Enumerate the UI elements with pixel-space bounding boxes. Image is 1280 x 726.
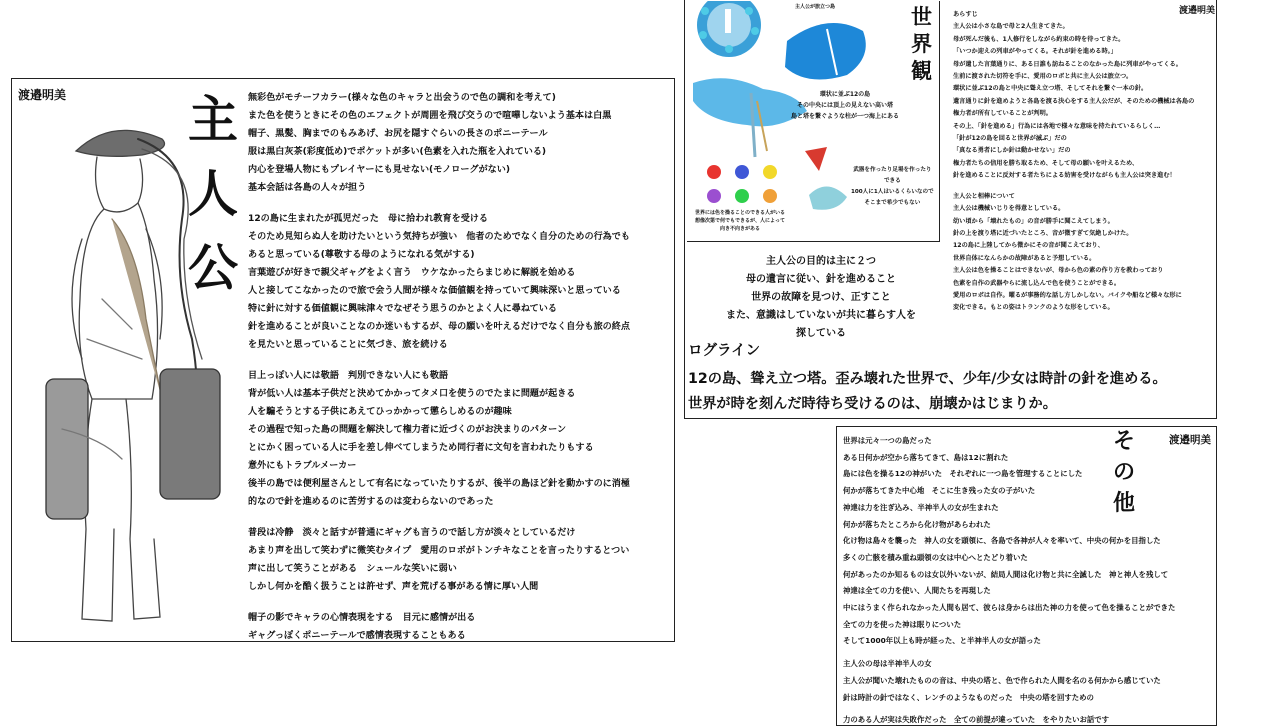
heading-char: 人 (188, 165, 238, 223)
note-line: 言葉遊びが好きで親父ギャグをよく言う ウケなかったらまじめに解説を始める (248, 268, 576, 278)
synopsis-line: 主人公と相棒について (953, 192, 1015, 200)
caption-islands (791, 89, 899, 122)
note-line: 何かが落ちてきた中心地 そこに生き残った女の子がいた (843, 486, 1036, 496)
synopsis-line: 権力者が所有していることが判明。 (953, 110, 1052, 118)
world-panel (684, 0, 1217, 419)
color-dot-red (707, 165, 721, 179)
color-dot-purple (707, 189, 721, 203)
protagonist-notes (248, 89, 630, 642)
note-line: 意外にもトラブルメーカー (248, 461, 357, 471)
note-line: 普段は冷静 淡々と話すが普通にギャグも言うので話し方が淡々としているだけ (248, 528, 576, 538)
note-line: また色を使うときにその色のエフェクトが周囲を飛び交うので喧嘩しないよう基本は白黒 (248, 111, 612, 121)
paragraph-gap (248, 197, 630, 210)
note-line: あると思っている(尊敬する母のようになれる気がする) (248, 250, 475, 260)
note-line: を見たいと思っていることに気づき、旅を続ける (248, 340, 448, 350)
note-line: ある日何かが空から落ちてきて、島は12に割れた (843, 452, 1009, 462)
heading-char: 界 (911, 32, 932, 56)
heading-char: 他 (1113, 491, 1136, 516)
note-line: 主人公の母は半神半人の女 (843, 659, 932, 669)
note-line: 12の島に生まれたが孤児だった 母に拾われ教育を受ける (248, 214, 488, 224)
note-line: 背が低い人は基本子供だと決めてかかってタメ口を使うのでたまに問題が起きる (248, 389, 576, 399)
synopsis-line: 針を進めることに反対する者たちによる妨害を受けながらも主人公は突き進む！ (953, 172, 1176, 180)
author-name: 渡邉明美 (1169, 434, 1211, 446)
synopsis-line: 「いつか迎えの列車がやってくる。それが針を進める時。」 (953, 48, 1117, 56)
synopsis-line: 世界自体になんらかの故障があると予想している。 (953, 254, 1096, 262)
synopsis-line: 12の島に上陸してから微かにその音が聞こえており、 (953, 242, 1104, 250)
goal-line: 探している (796, 328, 846, 339)
note-line: そのため見知らぬ人を助けたいという気持ちが強い 他者のためでなく自分のための行為でも (248, 232, 630, 242)
note-line: 世界は元々一つの島だった (843, 436, 932, 445)
synopsis-line: 幼い頃から「壊れたもの」の音が勝手に聞こえてしまう。 (953, 217, 1114, 225)
paragraph-gap (248, 354, 630, 367)
paragraph-gap (953, 183, 1194, 191)
note-line: ギャグっぽくポニーテールで感情表現することもある (248, 631, 466, 641)
note-line: その過程で知った島の問題を解決して権力者に近づくのがお決まりのパターン (248, 425, 567, 435)
paragraph-gap (248, 511, 630, 524)
caption-line: 想像次第で何でもできるが、人によって (695, 218, 786, 224)
note-line: 神達は全ての力を使い、人間たちを再現した (843, 586, 991, 596)
note-line: 特に針に対する価値観に興味津々でなぜそう思うのかとよく人に尋ねている (248, 304, 557, 314)
note-line: 帽子、黒髪、胸までのもみあげ、お尻を隠すぐらいの長さのポニーテール (248, 129, 548, 139)
heading-char: 世 (911, 5, 932, 29)
logline-line: 世界が時を刻んだ時待ち受けるのは、崩壊かはじまりか。 (688, 396, 1057, 412)
caption-line: 向き不向きがある (720, 226, 761, 232)
logline (688, 367, 1167, 417)
note-line: あまり声を出して笑わずに微笑むタイプ 愛用のロボがトンチキなことを言ったりするとつい (248, 546, 630, 556)
color-dot-blue (735, 165, 749, 179)
synopsis-line: あらすじ (953, 11, 978, 18)
paragraph-gap (248, 596, 630, 609)
author-name: 渡邉明美 (18, 88, 67, 102)
caption-line: 環状に並ぶ12の島 (819, 91, 871, 98)
caption-colors (695, 209, 785, 233)
note-line: 主人公が聞いた壊れたものの音は、中央の塔と、色で作られた人間を名のる何かから感じていた (843, 675, 1161, 685)
synopsis-line: 権力者たちの信用を勝ち取るため、そして母の願いを叶えるため、 (953, 159, 1139, 167)
note-line: とにかく困っている人に手を差し伸べてしまうため同行者に文句を言われたりもする (248, 443, 594, 453)
protagonist-panel (11, 78, 675, 642)
synopsis-line: 変化できる。もとの姿はトランクのような形をしている。 (953, 304, 1114, 312)
note-line: 服は黒白灰茶(彩度低め)でポケットが多い(色素を入れた瓶を入れている) (248, 147, 547, 157)
synopsis-line: 愛用のロボは自作。曜るが事務的な話し方しかしない。バイクや船など様々な形に (953, 291, 1182, 299)
color-dot-orange (763, 189, 777, 203)
art-title: 主人公が旅立つ島 (795, 4, 836, 10)
caption-line: できる (883, 178, 901, 184)
note-line: 内心を登場人物にもプレイヤーにも見せない(モノローグがない) (248, 165, 511, 175)
color-dot-yellow (763, 165, 777, 179)
heading-char: そ (1113, 429, 1136, 454)
logline-heading: ログライン (688, 343, 761, 359)
note-line: 基本会話は各島の人々が担う (248, 183, 367, 193)
note-line: 神達は力を注ぎ込み、半神半人の女が生まれた (843, 502, 999, 512)
note-line: 力のある人が実は失敗作だった 全ての前提が違っていた をやりたいお話です (843, 715, 1110, 725)
synopsis-line: 主人公は色を操ることはできないが、母から色の素の作り方を教わっており (953, 267, 1164, 275)
synopsis-line: 環状に並ぶ12の島と中央に聳え立つ塔、そしてそれを繋ぐ一本の針。 (953, 85, 1148, 93)
synopsis-line: 遺言通りに針を進めようと各島を渡る決心をする主人公だが、そのための機械は各島の (953, 97, 1195, 105)
note-line: 目上っぽい人には敬語 判別できない人にも敬語 (248, 371, 449, 381)
note-line: 人と接してこなかったので旅で会う人間が様々な価値観を持っていて興味深いと思っている (248, 286, 621, 296)
goal-line: 主人公の目的は主に２つ (766, 256, 876, 267)
synopsis-line: 「針が12の島を回ると世界が滅ぶ」だの (953, 135, 1067, 143)
note-line: 声に出して笑うことがある シュールな笑いに弱い (248, 564, 457, 574)
note-line: そして1000年以上も時が経った、と半神半人の女が語った (843, 636, 1041, 646)
note-line: 帽子の影でキャラの心情表現をする 目元に感情が出る (248, 613, 476, 623)
section-heading-protagonist (188, 91, 238, 297)
other-panel (836, 426, 1217, 726)
synopsis-line: その上、「針を進める」行為には各地で様々な意味を持たれているらしく… (953, 122, 1161, 130)
note-line: 多くの亡骸を積み重ね頭領の女は中心へとたどり着いた (843, 552, 1028, 562)
synopsis-line: 主人公は機械いじりを得意としている。 (953, 205, 1065, 213)
caption-line: 武器を作ったり足場を作ったり (853, 167, 932, 173)
note-line: 何があったのか知るものは女以外いないが、結局人間は化け物と共に全滅した 神と神人を残して (843, 569, 1169, 579)
goal-line: 母の遺言に従い、針を進めること (746, 274, 896, 285)
heading-char: の (1113, 460, 1136, 485)
world-artwork (687, 1, 940, 242)
section-heading-world (911, 7, 932, 82)
note-line: 化け物は島々を襲った 神人の女を頭領に、各島で各神が人々を率いて、中央の何かを目指した (843, 536, 1161, 546)
heading-char: 公 (188, 239, 238, 297)
author-name: 渡邉明美 (1179, 6, 1216, 16)
note-line: 無彩色がモチーフカラー(様々な色のキャラと出会うので色の調和を考えて) (248, 93, 556, 103)
synopsis (953, 9, 1194, 315)
synopsis-line: 「真なる勇者にしか針は動かせない」だの (953, 147, 1071, 155)
protagonist-goals (691, 253, 951, 343)
caption-line: そこまで希少でもない (864, 200, 921, 206)
caption-line: 島と塔を繋ぐような柱が一つ海上にある (791, 113, 900, 120)
goal-line: 世界の故障を見つけ、正すこと (751, 292, 891, 303)
heading-char: 主 (188, 91, 238, 149)
caption-line: その中央には頂上の見えない高い塔 (797, 102, 894, 109)
note-line: 全ての力を使った神は眠りについた (843, 619, 962, 629)
caption-line: 世界には色を操ることのできる人がいる (695, 210, 786, 216)
note-line: 針を進めることが良いことなのか迷いもするが、母の願いを叶えるだけでなく自分も旅の終点 (248, 322, 630, 332)
synopsis-line: 針の上を渡り塔に近づいたところ、音が微すぎて気絶しかけた。 (953, 229, 1133, 237)
synopsis-line: 主人公は小さな島で母と2人生きてきた。 (953, 23, 1069, 31)
note-line: 針は時計の針ではなく、レンチのようなものだった 中央の塔を回すための (843, 692, 1094, 702)
synopsis-line: 生前に渡された切符を手に、愛用のロボと共に主人公は旅立つ。 (953, 73, 1133, 81)
caption-line: 100人に1人はいるくらいなので (851, 189, 934, 195)
note-line: しかし何かを酷く扱うことは許せず、声を荒げる事がある情に厚い人間 (248, 582, 539, 592)
color-dots (707, 165, 791, 203)
note-line: 何かが落ちたところから化け物があらわれた (843, 519, 991, 529)
synopsis-line: 色素を自作の武器やらに流し込んで色を使うことができる。 (953, 279, 1121, 287)
other-notes (843, 429, 1176, 726)
goal-line: また、意識はしていないが共に暮らす人を (726, 310, 916, 321)
note-line: 後半の島では便利屋さんとして有名になっていたりするが、後半の島ほど針を動かすのに消極 (248, 479, 630, 489)
note-line: 的なので針を進めるのに苦労するのは変わらないのであった (248, 497, 494, 507)
color-dot-green (735, 189, 749, 203)
note-line: 人を騙そうとする子供にあえてひっかかって懲らしめるのが趣味 (248, 407, 512, 417)
note-line: 中にはうまく作られなかった人間も居て、彼らは身からは出た神の力を使って色を操ることができた (843, 603, 1176, 613)
heading-char: 観 (911, 59, 932, 83)
synopsis-line: 母が死んだ後も、1人修行をしながら約束の時を待ってきた。 (953, 35, 1125, 43)
note-line: 島には色を操る12の神がいた それぞれに一つ島を管理することにした (843, 469, 1083, 479)
logline-line: 12の島、聳え立つ塔。歪み壊れた世界で、少年/少女は時計の針を進める。 (688, 371, 1167, 387)
synopsis-line: 母が遺した言葉通りに、ある日誰も訪ねることのなかった島に列車がやってくる。 (953, 60, 1182, 68)
caption-weapon (851, 165, 934, 209)
